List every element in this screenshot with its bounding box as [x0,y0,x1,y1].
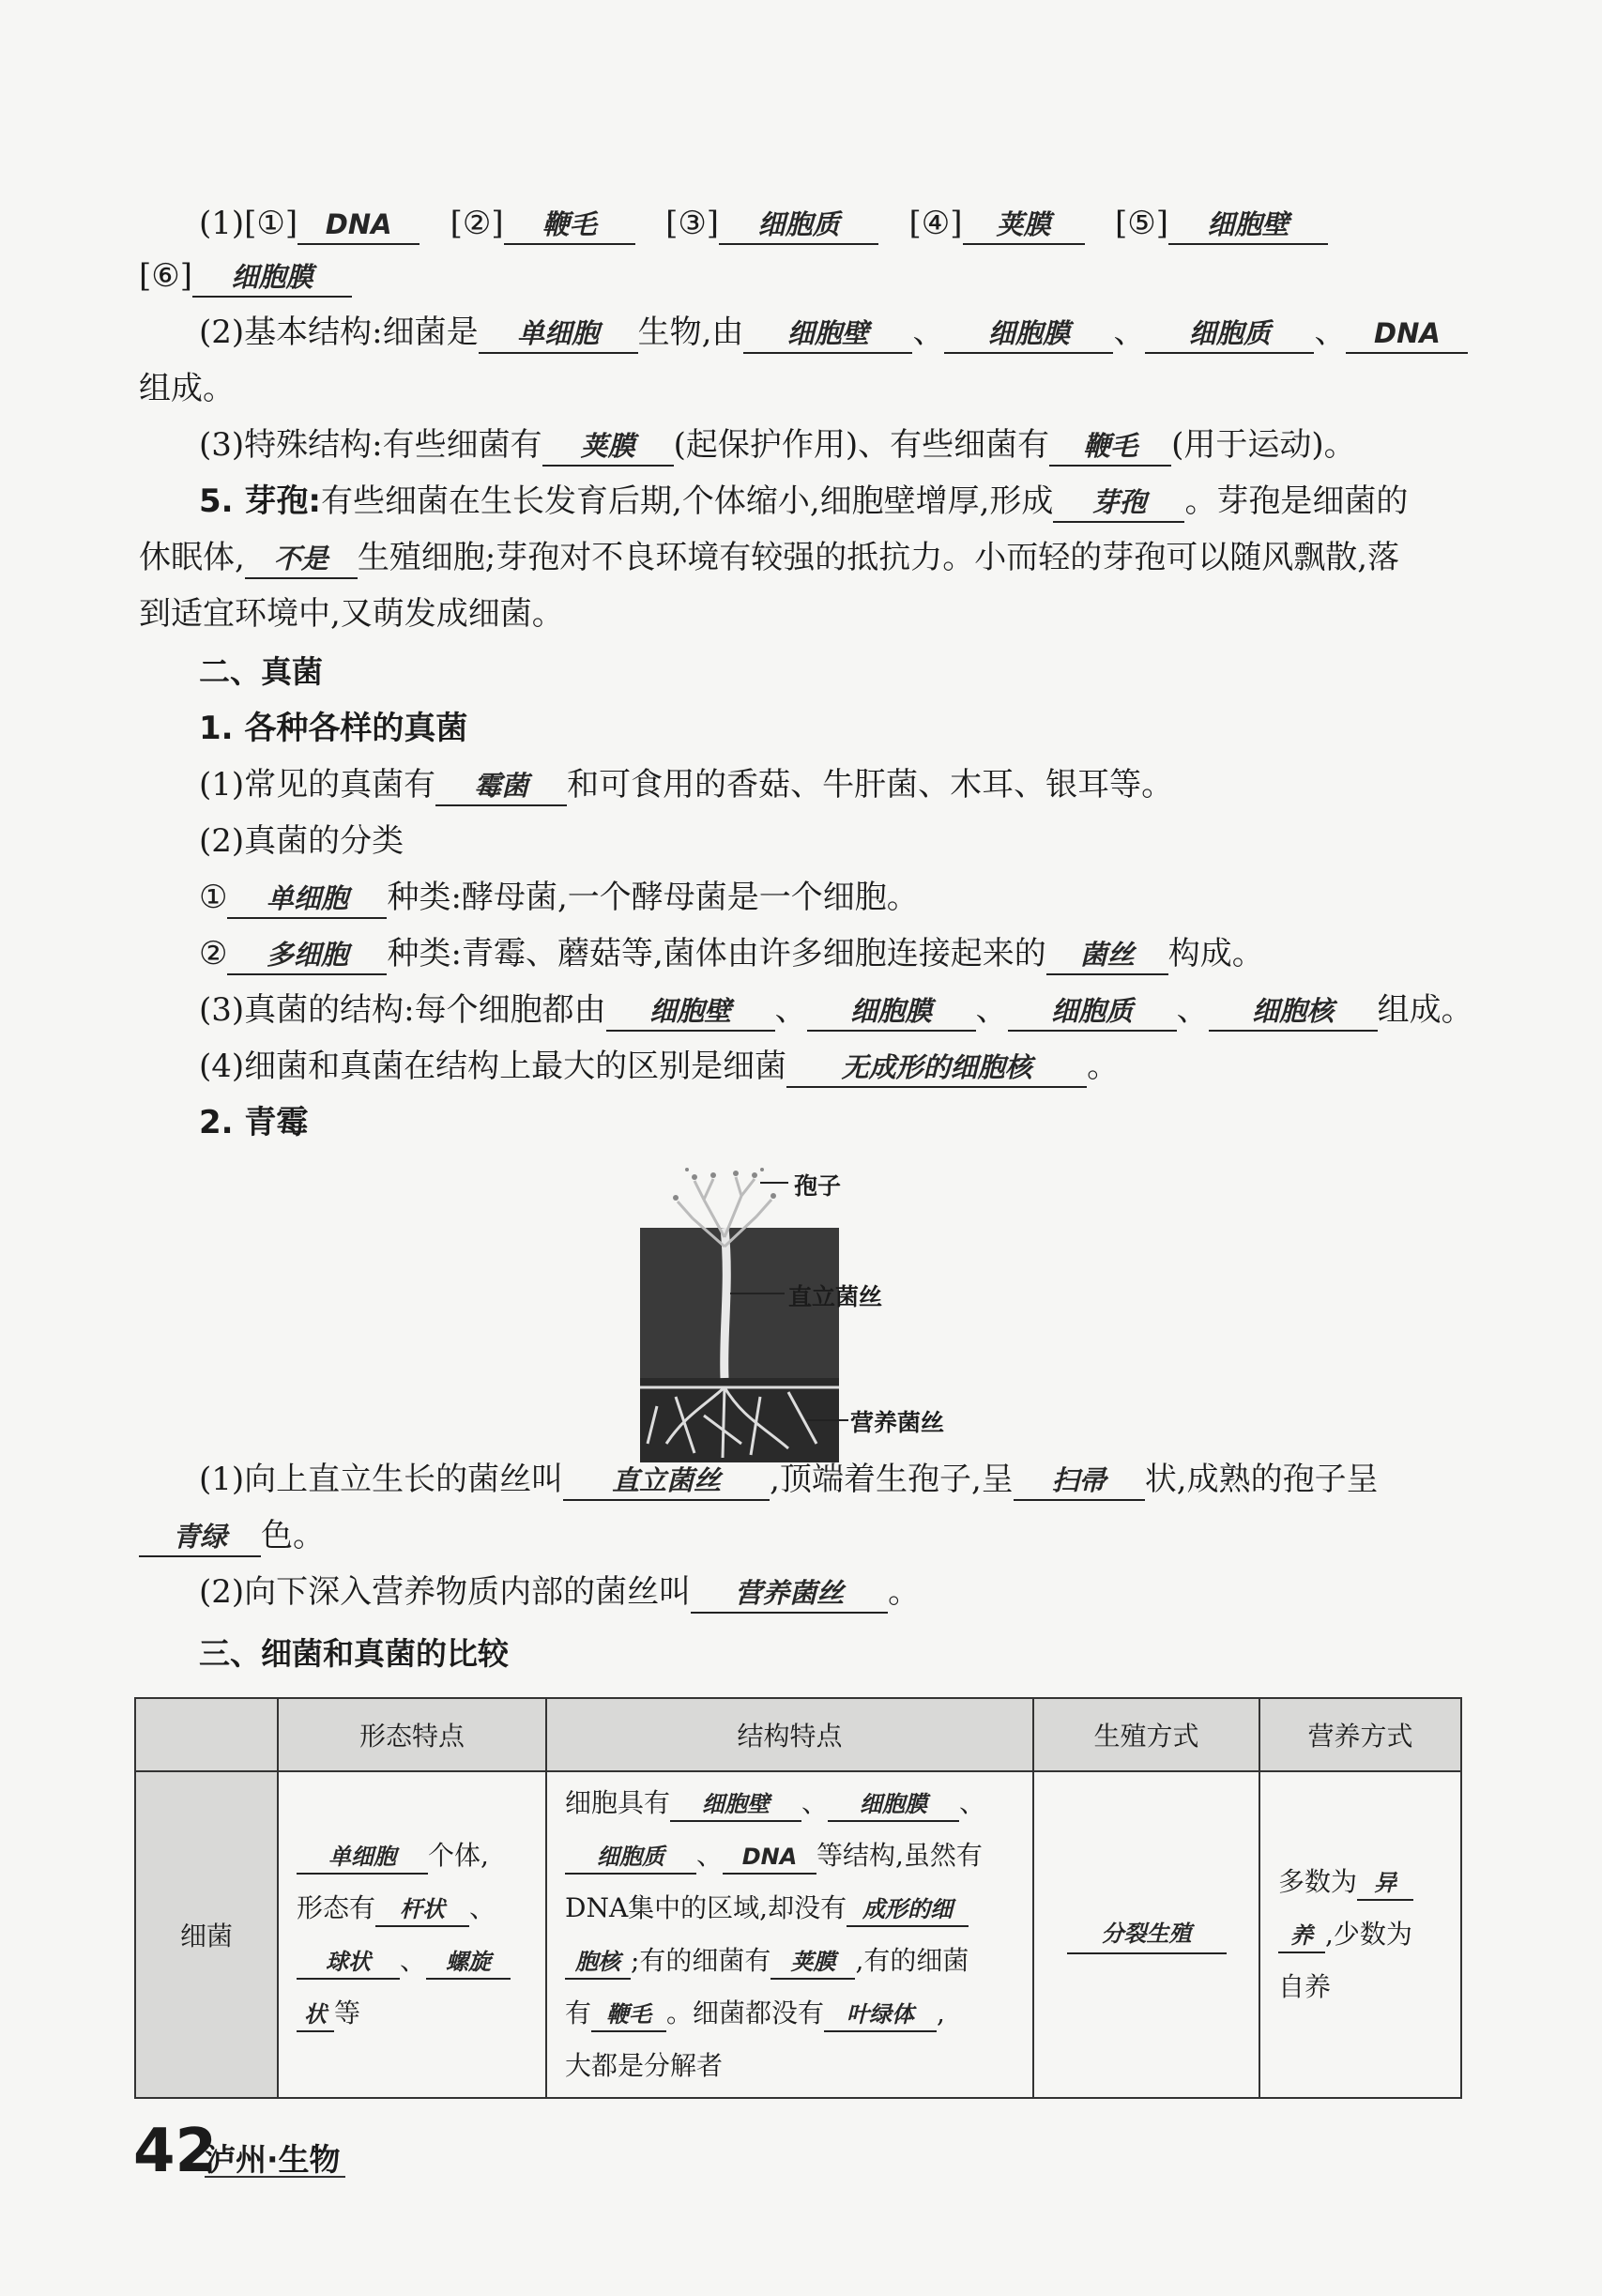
structure-cell: 细胞具有 细胞壁 、 细胞膜 、 细胞质 、 DNA 等结构,虽然有 DNA集中的区域,却没有 成形的细 胞核 ;有的细菌有 荚膜 ,有的细菌 有 鞭毛 。细菌都没有 叶绿体 , 大都是分解者 [546,1771,1033,2098]
text: 大都是分解者 [565,2050,724,2081]
section-title-comparison: 三、细菌和真菌的比较 [199,1635,509,1672]
book-title: 泸州·生物 [205,2141,341,2178]
subsection-title: 2. 青霉 [199,1104,309,1141]
text: (3)特殊结构:有些细菌有 [199,426,542,464]
text: 多数为 [1278,1866,1358,1897]
answer-blank: 螺旋 [426,1946,511,1980]
answer-blank: 单细胞 [479,314,638,354]
answer-blank: 扫帚 [1014,1462,1145,1501]
answer-blank: DNA [1346,314,1468,354]
text: (2)基本结构:细菌是 [199,314,479,351]
text: (3)真菌的结构:每个细胞都由 [199,991,606,1029]
text: 组成。 [1377,991,1473,1029]
answer-blank: 异 [1357,1867,1413,1901]
answer-blank: 鞭毛 [504,206,635,245]
label: [②] [450,205,504,242]
text: 个体, [428,1840,489,1871]
answer-blank: 直立菌丝 [563,1462,770,1501]
text: ,有的细菌 [855,1945,969,1976]
table-header-row [135,1698,1461,1771]
text: , [937,1998,945,2028]
penicillium-figure [619,1162,1032,1472]
answer-blank: DNA [723,1841,816,1875]
answer-blank: 细胞膜 [192,258,352,298]
text: 色。 [261,1517,325,1554]
text: 休眠体, [139,539,245,576]
answer-blank: 鞭毛 [1049,427,1171,467]
label: [⑥] [139,257,193,295]
answer-blank: 细胞壁 [743,314,912,354]
text: 细胞具有 [565,1787,671,1818]
answer-blank: 状 [297,1998,334,2032]
text: 种类:酵母菌,一个酵母菌是一个细胞。 [387,879,919,916]
answer-blank: DNA [298,206,420,245]
text: (用于运动)。 [1171,426,1356,464]
text: 生物,由 [637,314,744,351]
text: 生殖细胞;芽孢对不良环境有较强的抵抗力。小而轻的芽孢可以随风飘散,落 [357,539,1400,576]
label: [④] [908,205,963,242]
answer-blank: 细胞质 [565,1841,696,1875]
answer-blank: 细胞壁 [1168,206,1328,245]
answer-blank: 球状 [297,1946,400,1980]
text: 和可食用的香菇、牛肝菌、木耳、银耳等。 [567,766,1174,804]
fungi-line1 [199,764,1463,806]
answer-blank: 营养菌丝 [691,1574,888,1614]
fungi-line5: (3)真菌的结构:每个细胞都由 细胞壁 、 细胞膜 、 细胞质 、 细胞核 组成。 [199,989,1463,1032]
q4-line1 [199,203,1463,245]
q5-line1 [199,481,1463,523]
label: (1)[①] [199,205,298,242]
penicillium-illustration [619,1162,1032,1472]
q4-line5 [199,424,1463,467]
answer-blank: 单细胞 [297,1841,428,1875]
text: ,顶端着生孢子,呈 [770,1461,1014,1498]
text: (2)向下深入营养物质内部的菌丝叫 [199,1573,692,1611]
answer-blank: 杆状 [375,1893,469,1927]
answer-blank: 细胞质 [1008,992,1177,1032]
text: 形态有 [297,1892,376,1923]
answer-blank: 鞭毛 [591,1998,666,2032]
answer-blank: 多细胞 [227,936,387,975]
label-nutrient-hyphae: 营养菌丝 [850,1409,945,1436]
table-header: 营养方式 [1259,1698,1461,1771]
text: 种类:青霉、蘑菇等,菌体由许多细胞连接起来的 [387,935,1046,972]
text: ② [199,935,228,972]
answer-blank: 单细胞 [227,880,387,919]
section-title-fungi: 二、真菌 [199,653,323,690]
nutrition-cell [1259,1771,1461,2098]
answer-blank: 细胞质 [719,206,878,245]
answer-blank: 养 [1278,1920,1325,1953]
q4-line4 [139,368,1463,409]
text: ,少数为 [1325,1919,1412,1950]
answer-blank: 细胞膜 [944,314,1113,354]
answer-blank: 不是 [245,540,358,579]
comparison-table [134,1697,1462,2099]
answer-blank: 叶绿体 [824,1998,937,2032]
text: (起保护作用)、有些细菌有 [673,426,1050,464]
label-upright-hyphae: 直立菌丝 [788,1283,883,1310]
answer-blank: 细胞核 [1209,992,1378,1032]
text: 。芽孢是细菌的 [1184,482,1409,520]
table-row [135,1771,1461,2098]
text: 到适宜环境中,又萌发成细菌。 [139,595,564,633]
answer-blank: 细胞壁 [606,992,775,1032]
answer-blank: 细胞质 [1145,314,1314,354]
text: 。 [888,1573,921,1611]
text: 自养 [1278,1971,1332,2002]
text: DNA集中的区域,却没有 [565,1892,847,1923]
label: [③] [665,205,720,242]
q4-line3: (2)基本结构:细菌是 单细胞 生物,由 细胞壁 、 细胞膜 、 细胞质 、 DNA [199,312,1463,354]
text: 等结构,虽然有 [816,1840,983,1871]
text: 状,成熟的孢子呈 [1144,1461,1379,1498]
q5-line3 [139,593,1463,635]
text: 有些细菌在生长发育后期,个体缩小,细胞壁增厚,形成 [321,482,1054,520]
answer-blank: 荚膜 [963,206,1085,245]
reproduction-cell [1033,1771,1259,2098]
answer-blank: 荚膜 [770,1946,855,1980]
answer-blank: 无成形的细胞核 [786,1049,1087,1088]
fungi-line4 [199,933,1463,975]
text: (1)向上直立生长的菌丝叫 [199,1461,564,1498]
subsection-title: 1. 各种各样的真菌 [199,710,468,747]
page-number: 42 [133,2117,218,2186]
answer-blank: 胞核 [565,1946,631,1980]
penicillium-q2 [199,1571,1463,1614]
table-header: 生殖方式 [1033,1698,1259,1771]
text: (4)细菌和真菌在结构上最大的区别是细菌 [199,1048,787,1085]
text: 有 [565,1998,592,2028]
label: [⑤] [1114,205,1168,242]
text: (1)常见的真菌有 [199,766,436,804]
table-header: 形态特点 [278,1698,546,1771]
answer-blank: 细胞膜 [828,1788,959,1822]
fungi-line2: (2)真菌的分类 [199,822,404,860]
fungi-line6 [199,1046,1463,1088]
table-header: 结构特点 [546,1698,1033,1771]
text: ① [199,879,228,916]
text: 组成。 [139,370,235,407]
answer-blank: 霉菌 [435,767,567,806]
answer-blank: 细胞壁 [670,1788,801,1822]
text: 构成。 [1167,935,1264,972]
text: 等 [334,1998,361,2028]
text: 。 [1087,1048,1120,1085]
answer-blank: 芽孢 [1053,483,1184,523]
answer-blank: 青绿 [139,1518,261,1557]
table-corner [135,1698,278,1771]
answer-blank: 成形的细 [847,1893,969,1927]
text: ;有的细菌有 [631,1945,771,1976]
q4-line2 [139,255,1463,298]
footer-rule [205,2176,345,2178]
text: 。细菌都没有 [666,1998,825,2028]
answer-blank: 细胞膜 [807,992,976,1032]
morphology-cell: 单细胞 个体, 形态有 杆状 、 球状 、 螺旋 状 等 [278,1771,546,2098]
penicillium-q1-line1 [199,1459,1463,1501]
row-label: 细菌 [135,1771,278,2098]
answer-blank: 分裂生殖 [1067,1915,1227,1954]
label-spore: 孢子 [794,1172,842,1200]
answer-blank: 菌丝 [1046,936,1168,975]
penicillium-q1-line2 [139,1515,1463,1557]
q5-title: 5. 芽孢: [199,482,322,520]
q5-line2 [139,537,1463,579]
fungi-line3 [199,877,1463,919]
answer-blank: 荚膜 [542,427,674,467]
